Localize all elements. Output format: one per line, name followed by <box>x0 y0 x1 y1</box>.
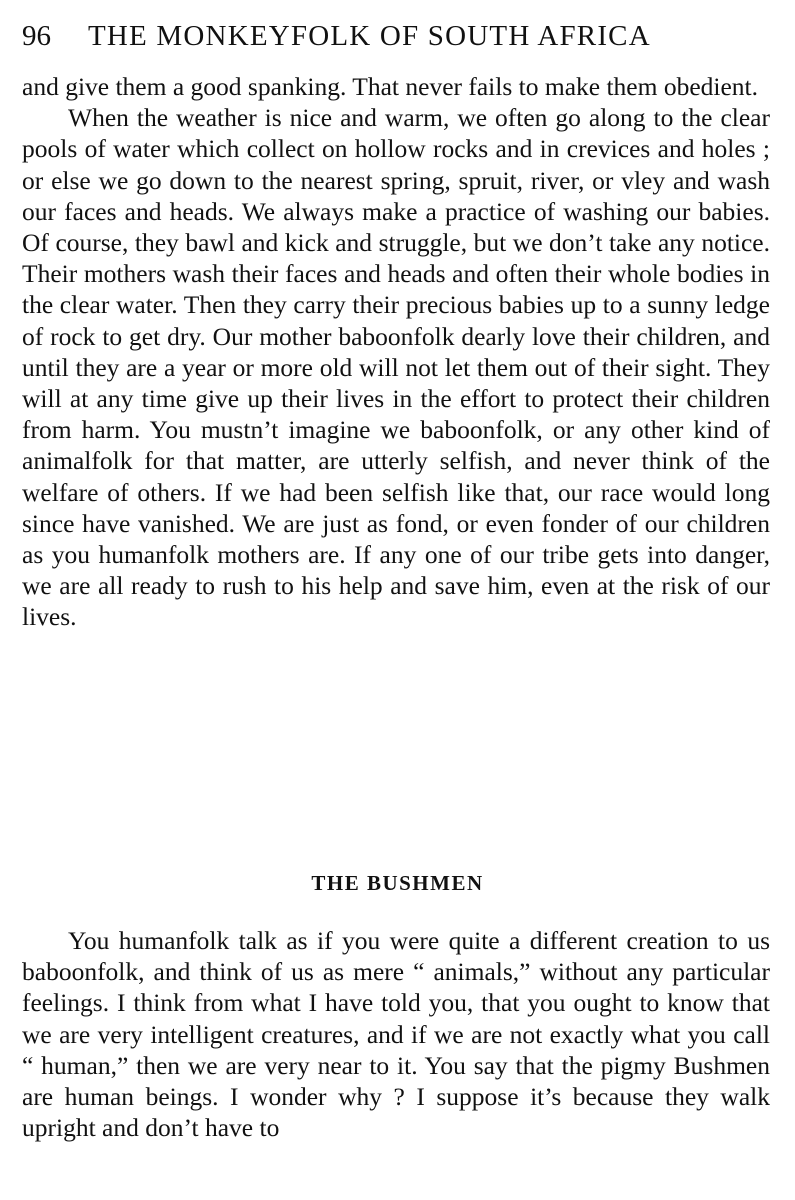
paragraph-bushmen: You humanfolk talk as if you were quite a different creation to us baboonfolk, and think of us as mere “ animals,” without any particular feelings. I think from what I have told you, that you ought to know that we are very intelligent creatures, and if we are not exactly what you call “ human,” then we are very near to it. You say that the pigmy Bushmen are human beings. I wonder why ? I suppose it’s because they walk upright and don’t have to <box>22 926 770 1143</box>
page-number: 96 <box>22 20 51 52</box>
section-text <box>22 925 770 1143</box>
book-title: THE MONKEYFOLK OF SOUTH AFRICA <box>88 20 651 52</box>
section-heading: THE BUSHMEN <box>311 871 484 895</box>
paragraph-washing-babies: When the weather is nice and warm, we often go along to the clear pools of water which collect on hollow rocks and in crevices and holes ; or else we go down to the nearest spring, spruit, river, or vley and wash our faces and heads. We always make a practice of washing our babies. Of course, they bawl and kick and struggle, but we don’t take any notice. Their mothers wash their faces and heads and often their whole bodies in the clear water. Then they carry their precious babies up to a sunny ledge of rock to get dry. Our mother baboonfolk dearly love their children, and until they are a year or more old will not let them out of their sight. They will at any time give up their lives in the effort to protect their children from harm. You mustn’t imagine we baboonfolk, or any other kind of animalfolk for that matter, are utterly selfish, and never think of the welfare of others. If we had been selfish like that, our race would long since have vanished. We are just as fond, or even fonder of our children as you humanfolk mothers are. If any one of our tribe gets into danger, we are all ready to rush to his help and save him, even at the risk of our lives. <box>22 103 770 632</box>
chapter-text <box>22 71 770 633</box>
running-header <box>22 16 774 56</box>
paragraph-continuation: and give them a good spanking. That never fails to make them obedient. <box>22 72 759 101</box>
